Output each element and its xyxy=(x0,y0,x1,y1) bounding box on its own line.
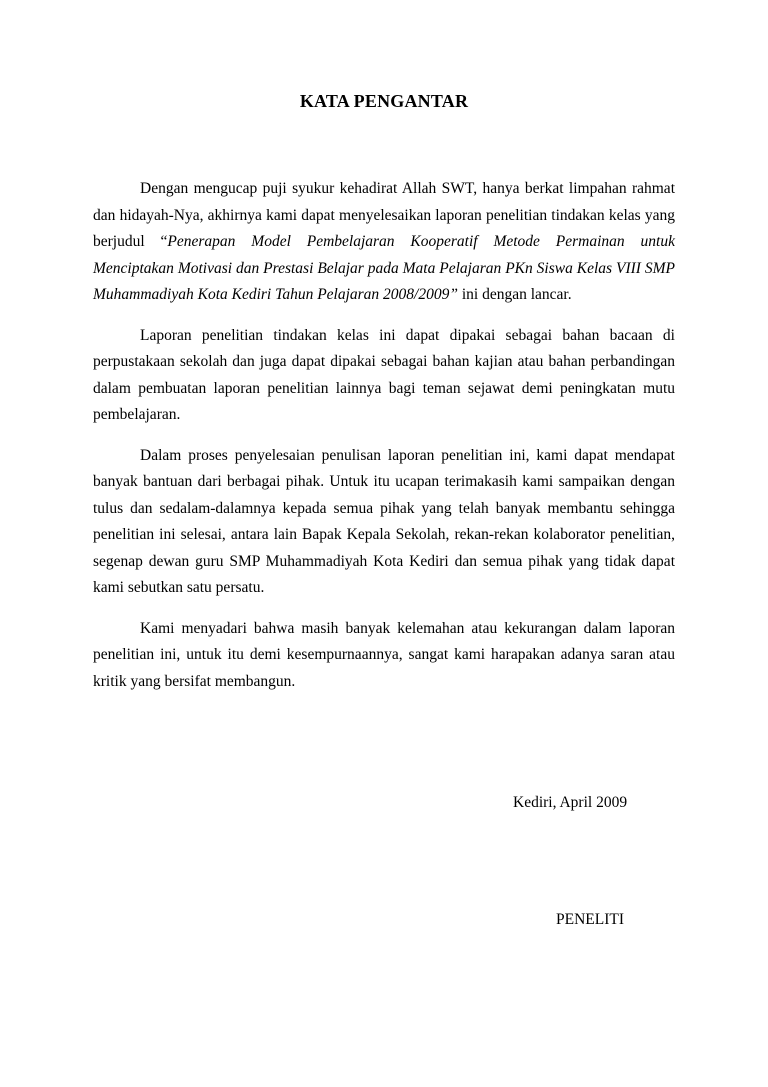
paragraph-1-ending: ini dengan lancar. xyxy=(457,286,572,303)
paragraph-4: Kami menyadari bahwa masih banyak kelemahan atau kekurangan dalam laporan penelitian ini, untuk itu demi kesempurnaannya, sangat kami harapakan adanya saran atau kritik yang bersifat membangun. xyxy=(93,619,675,690)
paragraph-3: Dalam proses penyelesaian penulisan laporan penelitian ini, kami dapat mendapat banyak bantuan dari berbagai pihak. Untuk itu ucapan terimakasih kami sampaikan dengan tulus dan sedalam-dalamnya kepada semua pihak yang telah banyak membantu sehingga penelitian ini selesai, antara lain Bapak Kepala Sekolah, rekan-rekan kolaborator penelitian, segenap dewan guru SMP Muhammadiyah Kota Kediri dan semua pihak yang tidak dapat kami sebutkan satu persatu. xyxy=(93,446,675,596)
research-title-italic: Penerapan Model Pembelajaran Kooperatif Metode Permainan untuk Menciptakan Motivasi dan Prestasi Belajar pada Mata Pelajaran PKn Siswa Kelas VIII SMP Muhammadiyah Kota Kediri Tahun Pelajaran 2008/2009” xyxy=(93,233,675,303)
document-body xyxy=(93,176,675,709)
paragraph-2: Laporan penelitian tindakan kelas ini dapat dipakai sebagai bahan bacaan di perpustakaan sekolah dan juga dapat dipakai sebagai bahan kajian atau bahan perbandingan dalam pembuatan laporan penelitian lainnya bagi teman sejawat demi peningkatan mutu pembelajaran. xyxy=(93,326,675,423)
paragraph-1-intro: Dengan mengucap puji syukur kehadirat Allah SWT, hanya berkat limpahan rahmat dan hidayah-Nya, akhirnya kami dapat menyelesaikan laporan penelitian tindakan kelas yang berjudul “ xyxy=(93,180,675,250)
signer-label: PENELITI xyxy=(556,911,625,928)
paragraph-1 xyxy=(93,176,675,309)
place-date: Kediri, April 2009 xyxy=(513,794,628,811)
page-title: KATA PENGANTAR xyxy=(299,91,469,111)
